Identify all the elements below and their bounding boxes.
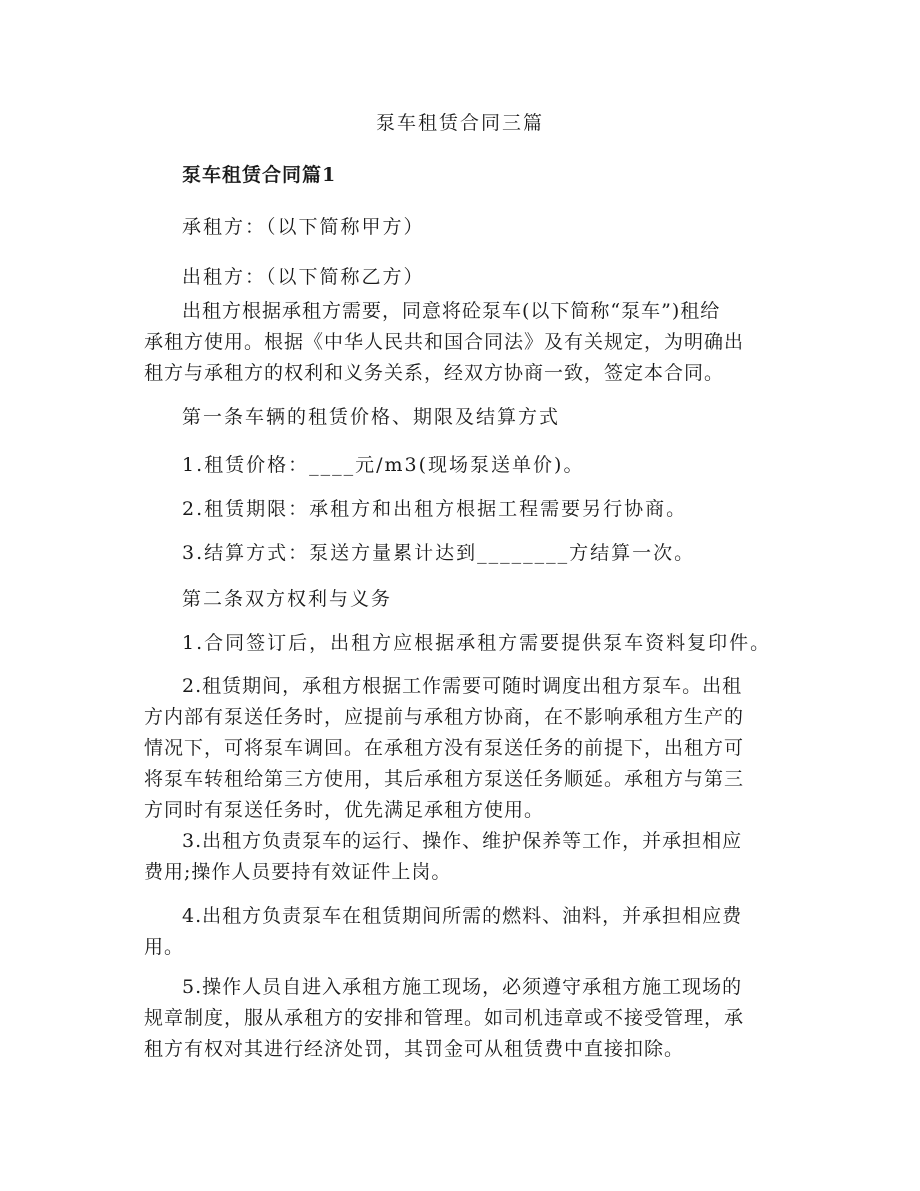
lessor-line: 出租方：（以下简称乙方） [182, 266, 425, 288]
section-heading: 泵车租赁合同篇1 [182, 164, 337, 186]
article1-item-2: 2.租赁期限：承租方和出租方根据工程需要另行协商。 [182, 498, 688, 520]
paragraph-line: 租方有权对其进行经济处罚，其罚金可从租赁费中直接扣除。 [144, 1038, 685, 1060]
paragraph-line: 情况下，可将泵车调回。在承租方没有泵送任务的前提下，出租方可 [144, 737, 745, 759]
paragraph-line: 将泵车转租给第三方使用，其后承租方泵送任务顺延。承租方与第三 [144, 768, 745, 790]
article2-item-3 [144, 826, 772, 888]
article2-title: 第二条双方权利与义务 [182, 588, 393, 610]
paragraph-line: 4.出租方负责泵车在租赁期间所需的燃料、油料，并承担相应费 [182, 905, 743, 927]
article2-item-5 [144, 972, 772, 1065]
article2-item-2 [144, 671, 772, 826]
article2-item-1: 1.合同签订后，出租方应根据承租方需要提供泵车资料复印件。 [182, 632, 772, 654]
paragraph-line: 3.出租方负责泵车的运行、操作、维护保养等工作，并承担相应 [182, 830, 743, 852]
paragraph-line: 租方与承租方的权利和义务关系，经双方协商一致，签定本合同。 [144, 362, 725, 384]
article1-item-1: 1.租赁价格：____元/m3(现场泵送单价)。 [182, 454, 585, 476]
article1-item-3: 3.结算方式：泵送方量累计达到________方结算一次。 [182, 542, 696, 564]
paragraph-line: 5.操作人员自进入承租方施工现场，必须遵守承租方施工现场的 [182, 976, 743, 998]
paragraph-line: 2.租赁期间，承租方根据工作需要可随时调度出租方泵车。出租 [182, 675, 743, 697]
paragraph-line: 用。 [144, 936, 185, 958]
lessee-line: 承租方：（以下简称甲方） [182, 216, 425, 238]
intro-paragraph [144, 296, 772, 389]
article1-title: 第一条车辆的租赁价格、期限及结算方式 [182, 406, 561, 428]
paragraph-line: 规章制度，服从承租方的安排和管理。如司机违章或不接受管理，承 [144, 1007, 745, 1029]
paragraph-line: 方内部有泵送任务时，应提前与承租方协商，在不影响承租方生产的 [144, 706, 745, 728]
document-title: 泵车租赁合同三篇 [375, 112, 544, 134]
article2-item-4 [144, 901, 772, 963]
paragraph-line: 方同时有泵送任务时，优先满足承租方使用。 [144, 799, 545, 821]
paragraph-line: 费用;操作人员要持有效证件上岗。 [144, 861, 452, 883]
paragraph-line: 承租方使用。根据《中华人民共和国合同法》及有关规定，为明确出 [144, 331, 745, 353]
paragraph-line: 出租方根据承租方需要，同意将砼泵车(以下简称“泵车”)租给 [182, 300, 721, 322]
